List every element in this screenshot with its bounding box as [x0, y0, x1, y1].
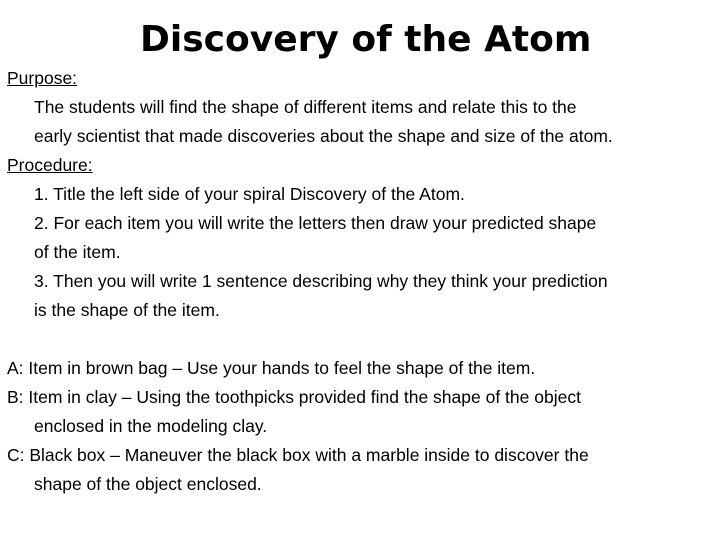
section-divider-space	[7, 325, 712, 354]
procedure-step: 1. Title the left side of your spiral Discovery of the Atom.	[34, 184, 465, 204]
procedure-step-continuation: is the shape of the item.	[34, 300, 220, 320]
purpose-line: early scientist that made discoveries about the shape and size of the atom.	[34, 126, 613, 146]
procedure-step: 3. Then you will write 1 sentence describing why they think your prediction	[34, 271, 608, 291]
station-item-c: C: Black box – Maneuver the black box with a marble inside to discover the	[7, 445, 589, 465]
slide-title: Discovery of the Atom	[140, 19, 592, 60]
station-item-b-continuation: enclosed in the modeling clay.	[34, 416, 268, 436]
procedure-step-continuation: of the item.	[34, 242, 121, 262]
purpose-line: The students will find the shape of different items and relate this to the	[34, 97, 577, 117]
slide-body	[7, 64, 712, 499]
station-item-b: B: Item in clay – Using the toothpicks provided find the shape of the object	[7, 387, 581, 407]
purpose-heading: Purpose:	[7, 68, 78, 88]
procedure-heading: Procedure:	[7, 155, 93, 175]
station-item-a: A: Item in brown bag – Use your hands to feel the shape of the item.	[7, 358, 536, 378]
station-item-c-continuation: shape of the object enclosed.	[34, 474, 262, 494]
procedure-step: 2. For each item you will write the letters then draw your predicted shape	[34, 213, 597, 233]
